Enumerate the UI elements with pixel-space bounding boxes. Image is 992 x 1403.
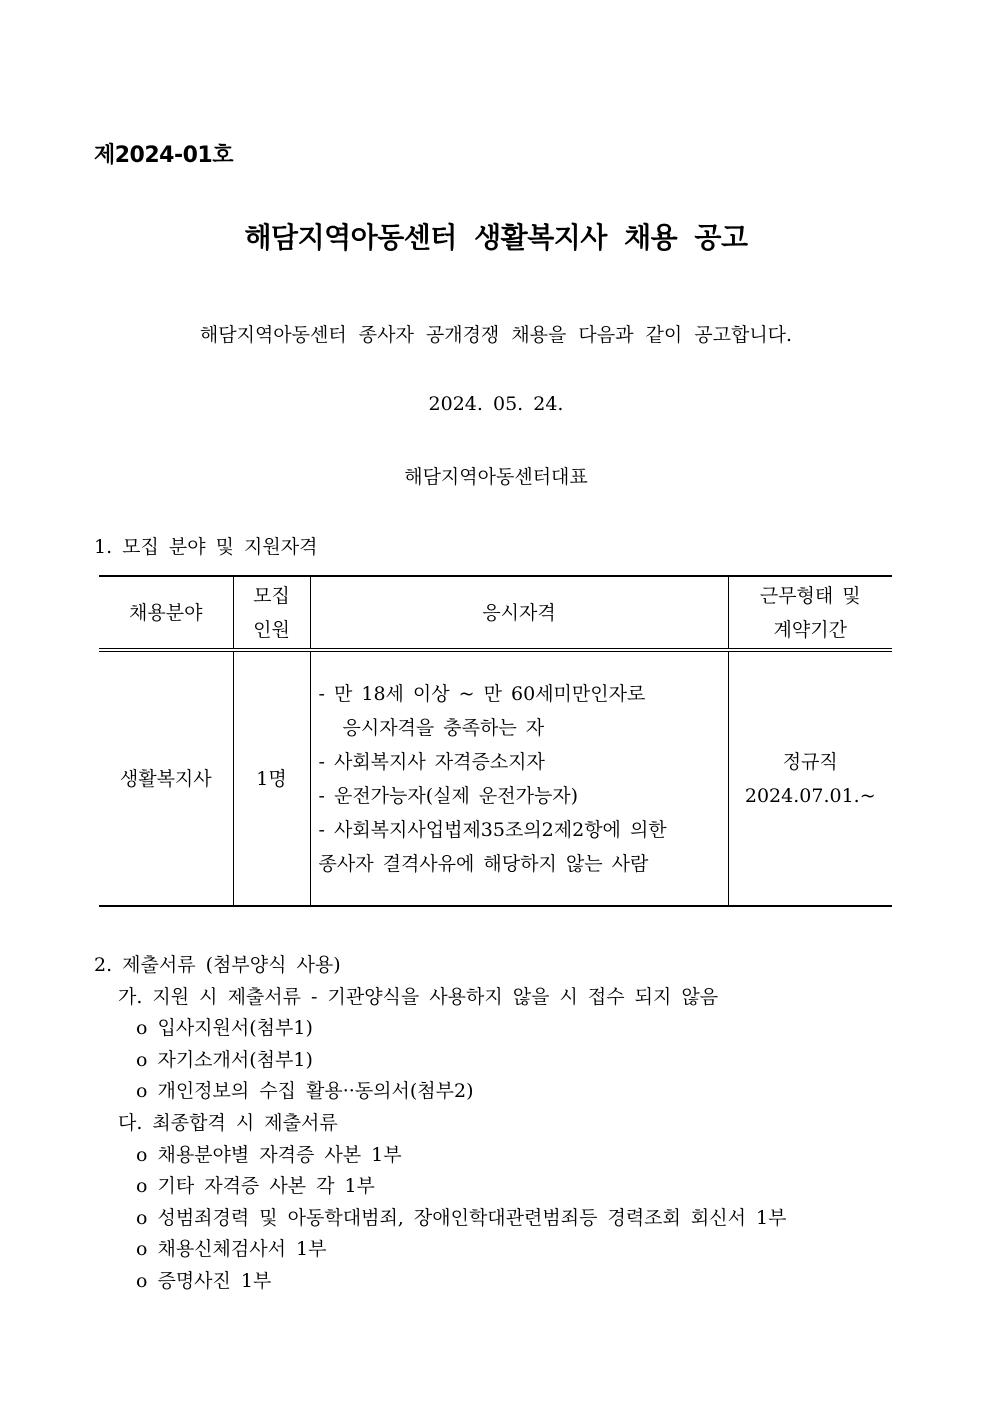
header-field: 채용분야: [99, 576, 233, 650]
list-item: o 기타 자격증 사본 각 1부: [136, 1175, 375, 1198]
list-item: o 증명사진 1부: [136, 1269, 272, 1292]
table-row: [99, 650, 892, 906]
section2-heading: 2. 제출서류 (첨부양식 사용): [94, 954, 341, 976]
list-item: o 성범죄경력 및 아동학대범죄, 장애인학대관련범죄등 경력조회 회신서 1부: [136, 1206, 787, 1229]
subsection-b: 다. 최종합격 시 제출서류: [118, 1111, 338, 1134]
recruitment-table: [99, 575, 892, 907]
cell-count: 1명: [233, 650, 310, 906]
cell-field: 생활복지사: [99, 650, 233, 906]
table-header-row: [99, 576, 892, 650]
header-employment: 근무형태 및 계약기간: [728, 576, 892, 650]
subsection-a: 가. 지원 시 제출서류 - 기관양식을 사용하지 않을 시 접수 되지 않음: [118, 985, 719, 1008]
header-count: 모집 인원: [233, 576, 310, 650]
cell-qualifications: [310, 650, 728, 906]
qualification-line: - 사회복지사업법제35조의2제2항에 의한: [318, 818, 667, 841]
organization-name: 해담지역아동센터대표: [404, 466, 588, 488]
cell-employment: [728, 650, 892, 906]
document-title: 해담지역아동센터 생활복지사 채용 공고: [244, 221, 748, 254]
qualification-line: 응시자격을 충족하는 자: [342, 716, 545, 739]
list-item: o 입사지원서(첨부1): [136, 1017, 313, 1040]
document-number: 제2024-01호: [94, 143, 233, 168]
announcement-date: 2024. 05. 24.: [428, 393, 564, 415]
list-item: o 채용분야별 자격증 사본 1부: [136, 1143, 402, 1166]
intro-text: 해담지역아동센터 종사자 공개경쟁 채용을 다음과 같이 공고합니다.: [199, 324, 793, 346]
qualification-line: 종사자 결격사유에 해당하지 않는 사람: [318, 852, 649, 875]
qualification-line: - 사회복지사 자격증소지자: [318, 750, 545, 773]
employment-type: 정규직: [782, 750, 838, 773]
list-item: o 채용신체검사서 1부: [136, 1238, 327, 1261]
header-qualification: 응시자격: [310, 576, 728, 650]
contract-period: 2024.07.01.~: [744, 784, 876, 807]
list-item: o 자기소개서(첨부1): [136, 1048, 313, 1071]
section1-heading: 1. 모집 분야 및 지원자격: [94, 536, 318, 558]
qualification-line: - 운전가능자(실제 운전가능자): [318, 784, 579, 807]
qualification-line: - 만 18세 이상 ~ 만 60세미만인자로: [318, 682, 646, 705]
section2: [94, 950, 786, 1298]
list-item: o 개인정보의 수집 활용··동의서(첨부2): [136, 1080, 474, 1103]
